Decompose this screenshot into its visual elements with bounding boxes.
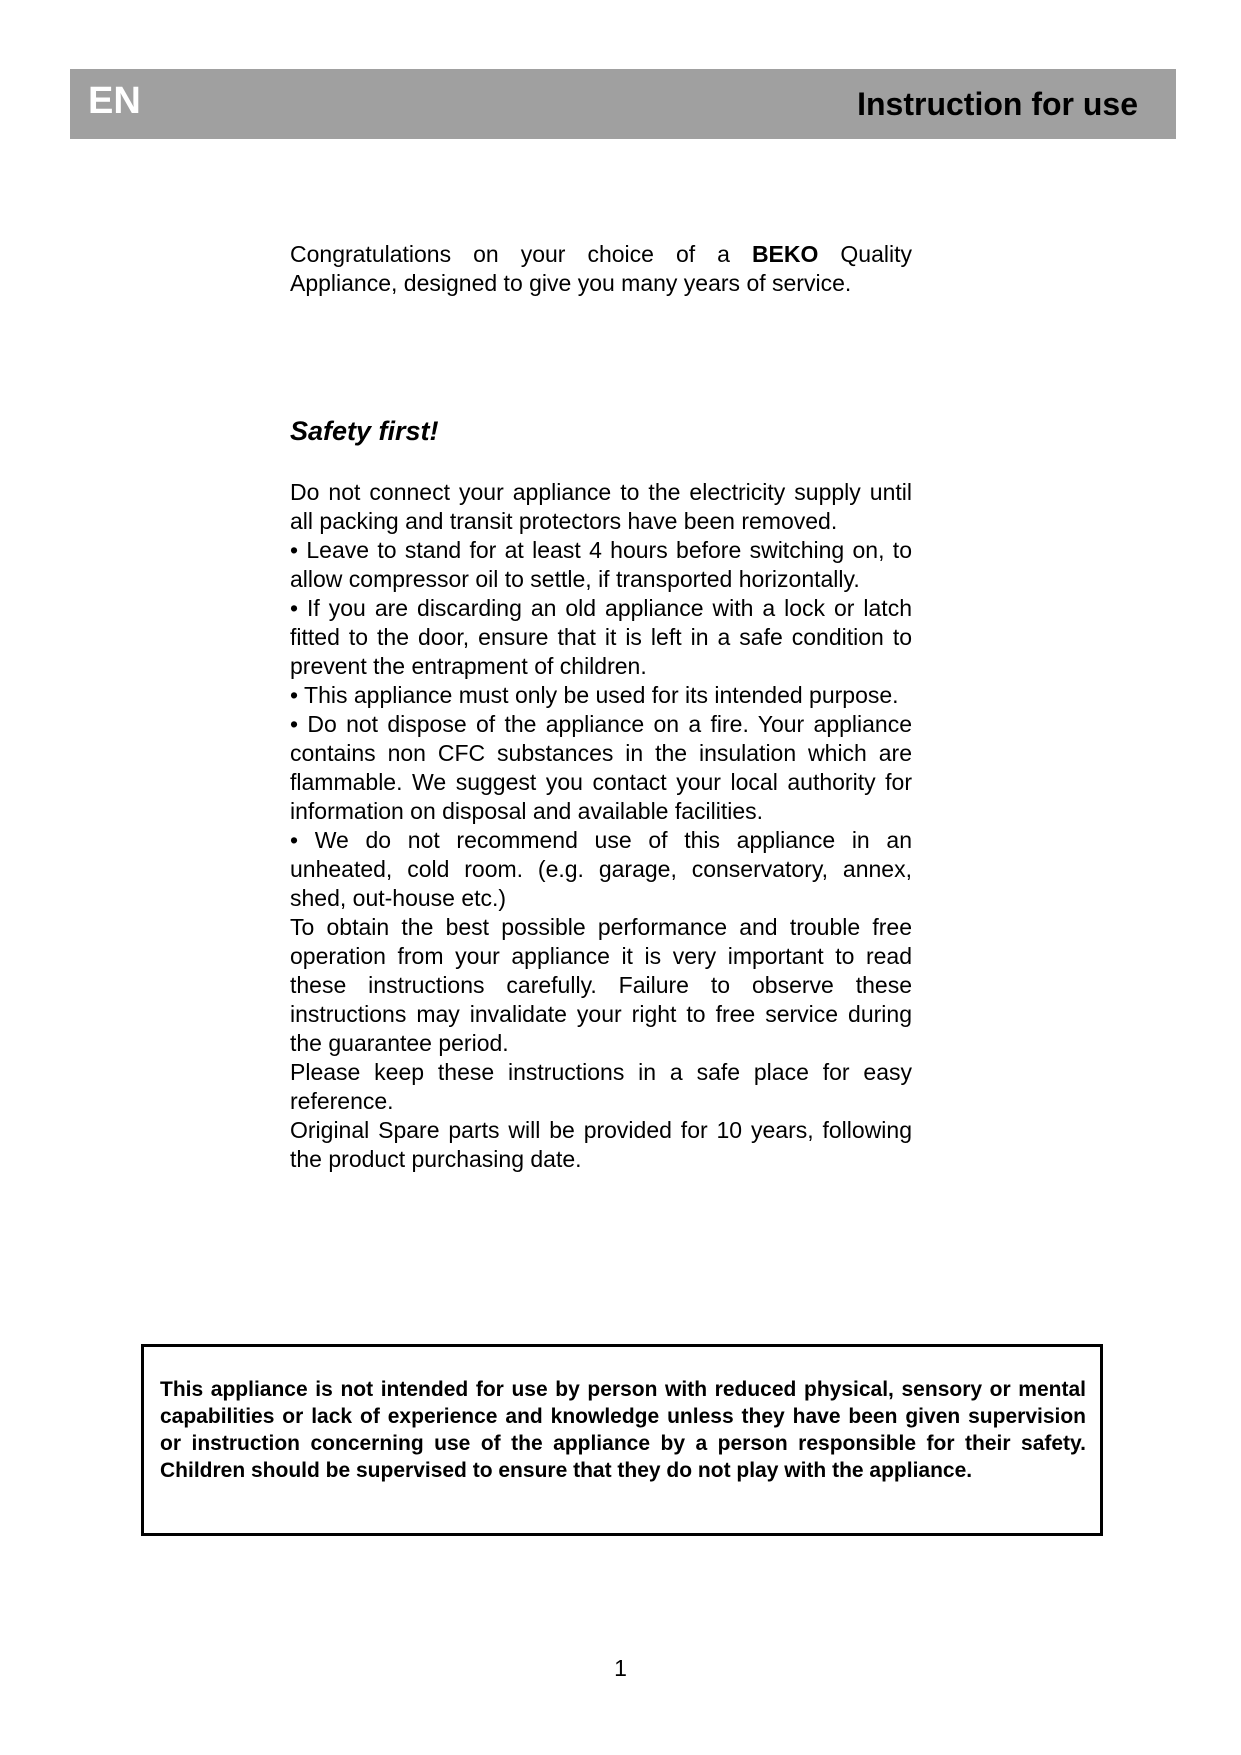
safety-bullet: • If you are discarding an old appliance with a lock or latch fitted to the door, ensure that it is left in a safe condition to prevent the entrapment of children. [290,595,912,679]
language-code: EN [88,80,141,122]
safety-section [290,478,912,1174]
safety-bullet: • This appliance must only be used for its intended purpose. [290,682,899,708]
intro-text-start: Congratulations on your choice of a [290,241,752,267]
safety-bullet: • We do not recommend use of this appliance in an unheated, cold room. (e.g. garage, conservatory, annex, shed, out-house etc.) [290,827,912,911]
warning-notice-box [141,1344,1103,1536]
safety-paragraph: Do not connect your appliance to the electricity supply until all packing and transit protectors have been removed. [290,479,912,534]
intro-paragraph [290,240,912,298]
intro-text-end: Quality Appliance, designed to give you many years of service. [290,241,912,296]
safety-paragraph: To obtain the best possible performance and trouble free operation from your appliance it is very important to read these instructions carefully. Failure to observe these instructions may invalidate your right to free service during the guarantee period. [290,914,912,1056]
warning-notice-text: This appliance is not intended for use by person with reduced physical, sensory or mental capabilities or lack of experience and knowledge unless they have been given supervision or instruction concerning use of the appliance by a person responsible for their safety. Children should be supervised to ensure that they do not play with the appliance. [160,1378,1086,1482]
safety-paragraph: Please keep these instructions in a safe place for easy reference. [290,1059,912,1114]
safety-bullet: • Leave to stand for at least 4 hours before switching on, to allow compressor oil to settle, if transported horizontally. [290,537,912,592]
safety-heading: Safety first! [290,416,439,446]
header-bar [70,69,1176,139]
safety-bullet: • Do not dispose of the appliance on a fire. Your appliance contains non CFC substances in the insulation which are flammable. We suggest you contact your local authority for information on disposal and available facilities. [290,711,912,824]
safety-paragraph: Original Spare parts will be provided for 10 years, following the product purchasing date. [290,1117,912,1172]
document-title: Instruction for use [857,86,1138,122]
page-number: 1 [614,1655,627,1681]
brand-name: BEKO [751,241,819,267]
